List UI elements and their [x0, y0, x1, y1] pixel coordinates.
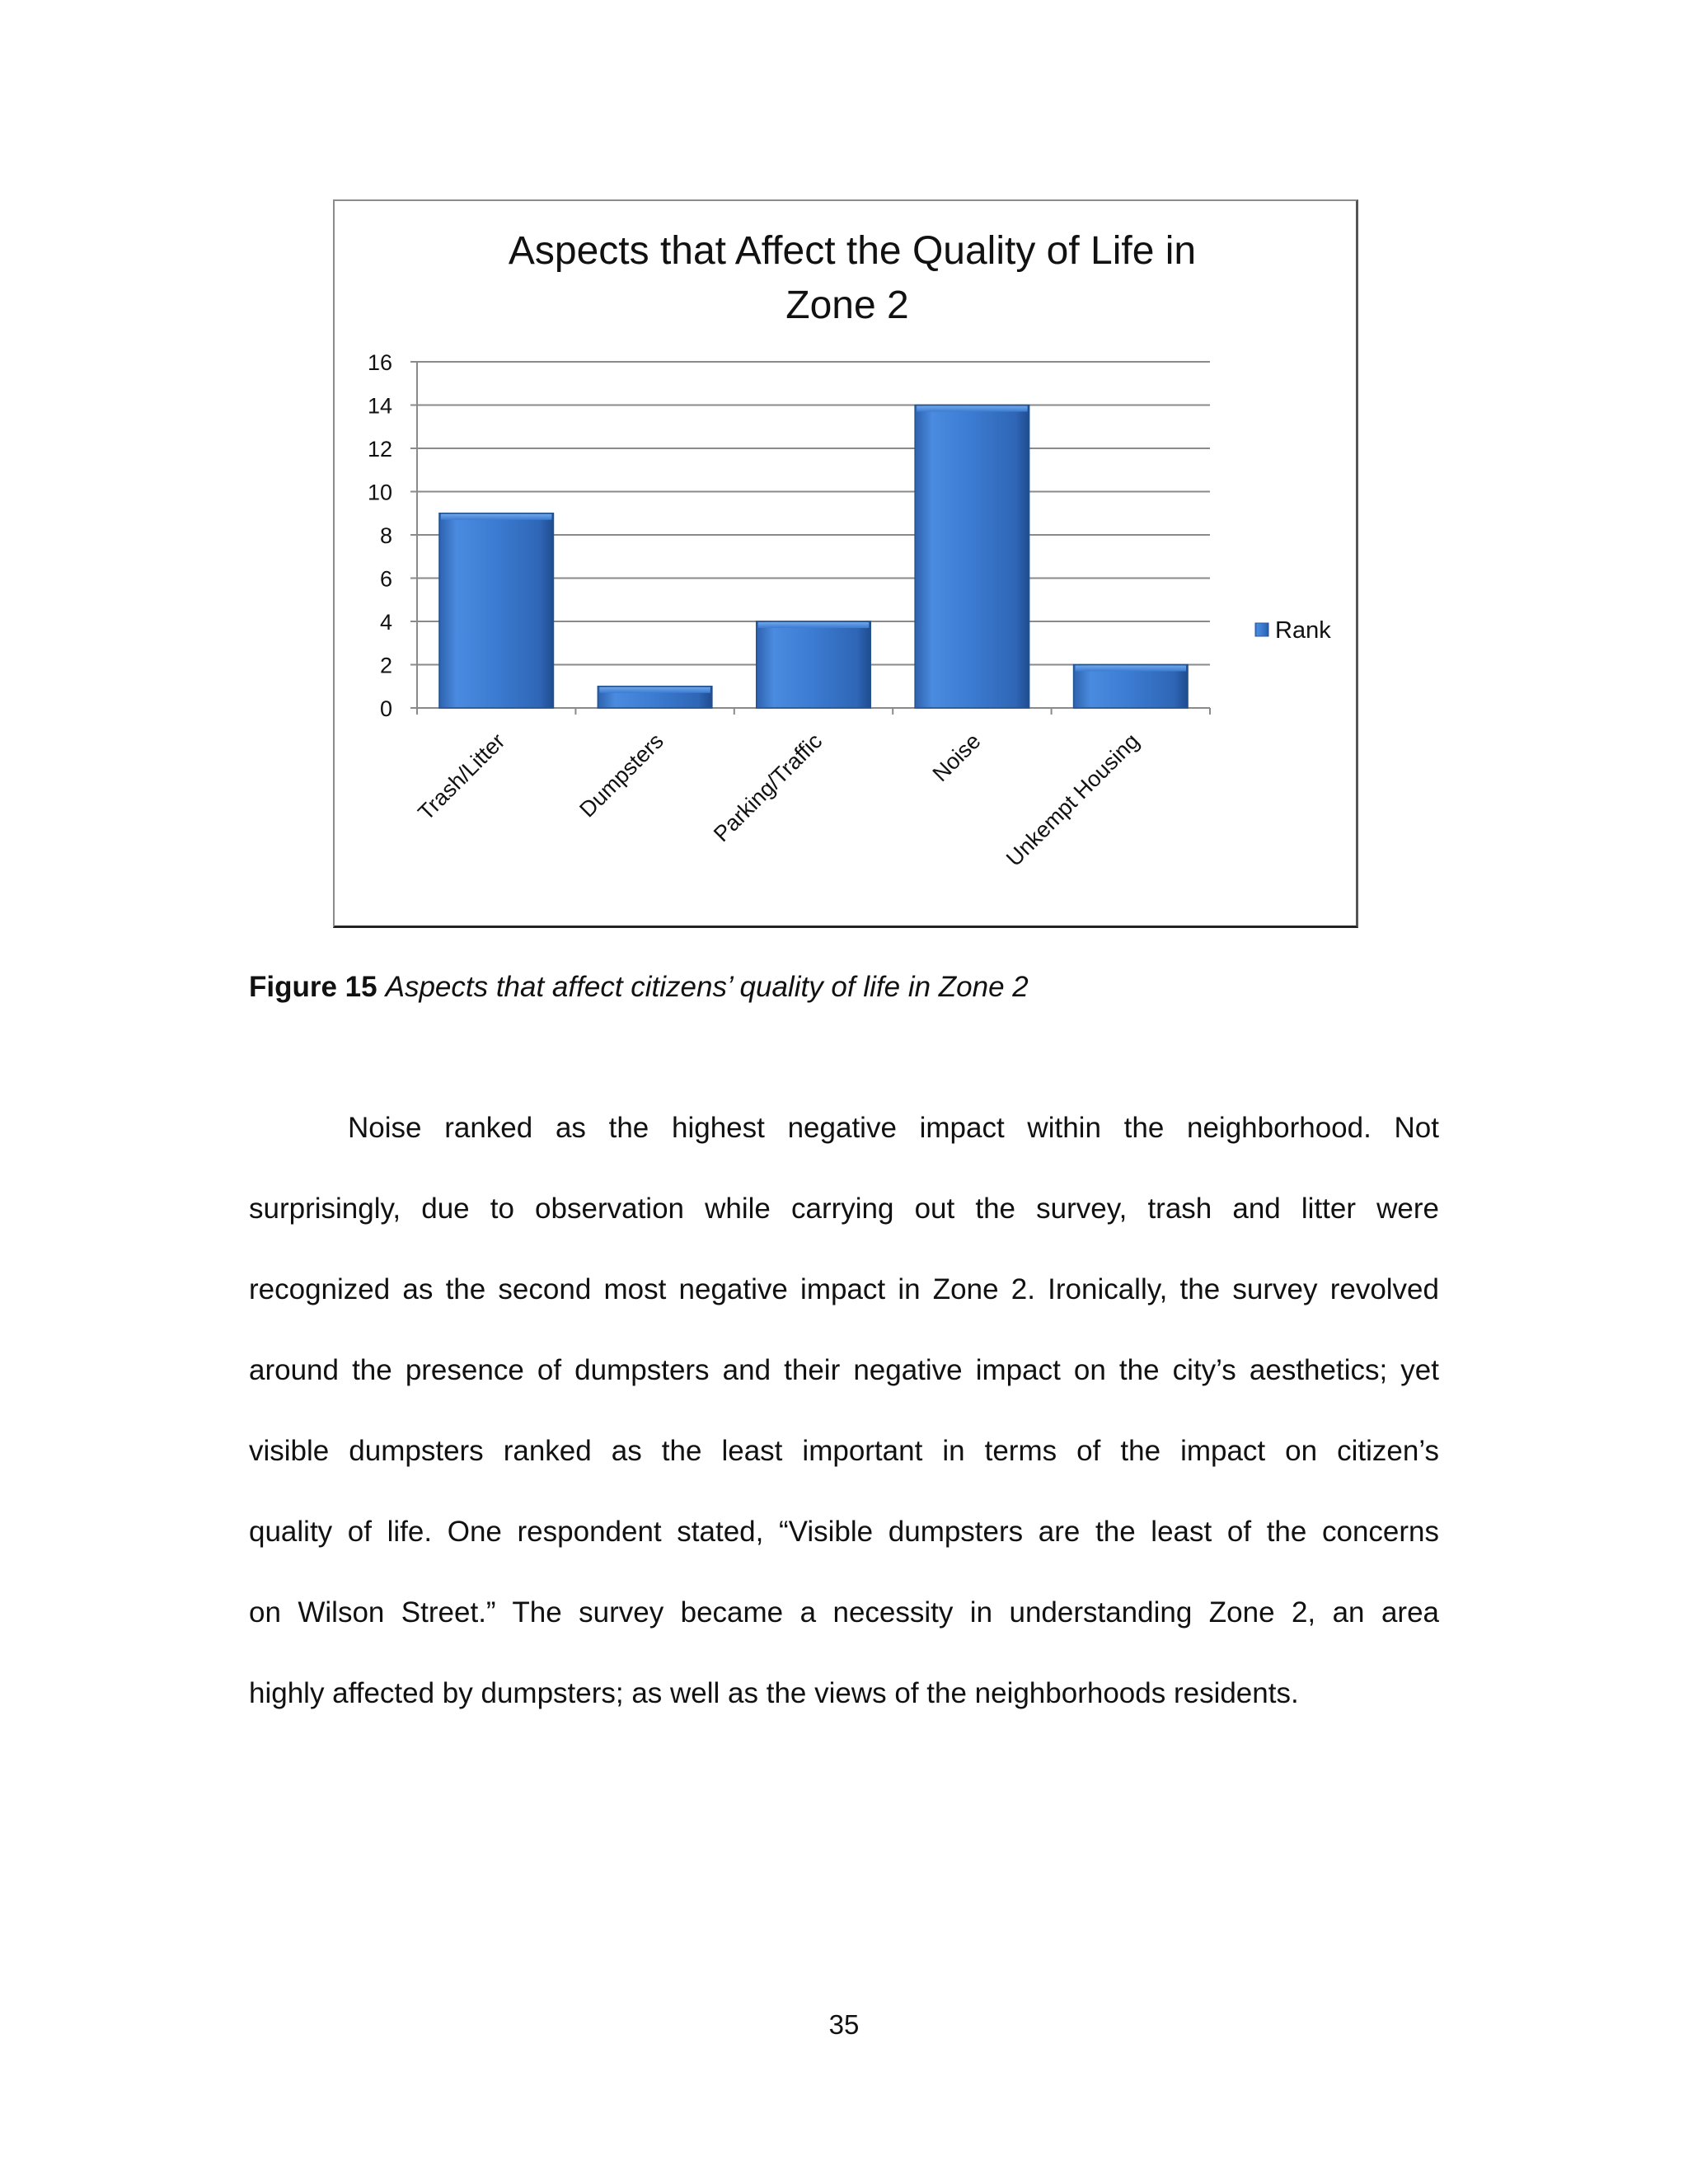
legend: [1255, 617, 1331, 644]
paragraph-line: on Wilson Street.” The survey became a necessity in understanding Zone 2, an area: [249, 1596, 1439, 1629]
bar-bevel: [917, 406, 1028, 412]
paragraph-line: surprisingly, due to observation while carrying out the survey, trash and litter were: [249, 1193, 1439, 1225]
bar-bevel: [441, 514, 552, 520]
bar: [757, 621, 871, 708]
chart-title-line-1: Aspects that Affect the Quality of Life in: [508, 229, 1197, 273]
legend-label: Rank: [1275, 617, 1331, 644]
page-number: 35: [828, 2009, 860, 2040]
figure-caption-text: Aspects that affect citizens’ quality of life in Zone 2: [385, 971, 1029, 1003]
y-tick-label: 0: [379, 696, 392, 721]
paragraph-line: visible dumpsters ranked as the least important in terms of the impact on citizen’s: [249, 1435, 1439, 1467]
figure-number: Figure 15: [249, 971, 377, 1003]
bar-bevel: [1076, 666, 1187, 672]
paragraph-line: Noise ranked as the highest negative impact within the neighborhood. Not: [348, 1112, 1439, 1144]
figure-caption: [249, 971, 1029, 1004]
body-paragraph: [249, 1088, 1439, 1734]
y-tick-label: 14: [367, 393, 392, 419]
category-label: Unkempt Housing: [1001, 729, 1145, 871]
category-label: Parking/Traffic: [709, 729, 828, 847]
y-tick-label: 8: [379, 523, 392, 548]
paragraph-line: quality of life. One respondent stated, “Visible dumpsters are the least of the concerns: [249, 1516, 1439, 1548]
bars: [439, 405, 1188, 709]
bar: [439, 513, 554, 708]
category-label: Noise: [927, 729, 986, 787]
paragraph-line: highly affected by dumpsters; as well as the views of the neighborhoods residents.: [249, 1677, 1299, 1709]
bar-bevel: [758, 622, 870, 628]
category-labels: [413, 729, 1144, 871]
y-tick-label: 2: [379, 653, 392, 678]
category-label: Trash/Litter: [413, 729, 510, 826]
bar-bevel: [599, 687, 710, 693]
paragraph-line: around the presence of dumpsters and their negative impact on the city’s aesthetics; yet: [249, 1354, 1439, 1386]
y-tick-label: 12: [367, 437, 392, 462]
category-label: Dumpsters: [574, 729, 668, 823]
y-tick-labels: [368, 350, 392, 721]
chart-frame: [333, 199, 1358, 928]
y-tick-label: 16: [367, 350, 392, 375]
bar-chart: [335, 201, 1360, 930]
y-tick-label: 4: [379, 610, 392, 635]
paragraph-line: recognized as the second most negative impact in Zone 2. Ironically, the survey revolved: [249, 1273, 1439, 1305]
chart-title-line-2: Zone 2: [785, 284, 909, 327]
y-tick-label: 6: [379, 566, 392, 592]
y-tick-label: 10: [367, 480, 392, 505]
legend-swatch: [1255, 623, 1268, 636]
bar: [915, 405, 1029, 709]
